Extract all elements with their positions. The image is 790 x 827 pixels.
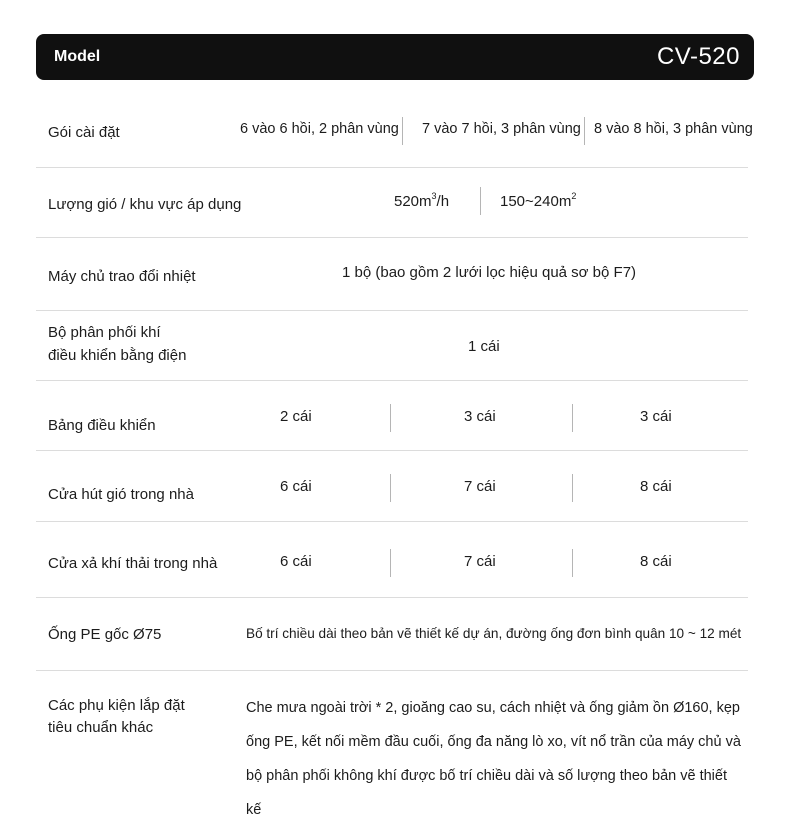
airflow-exponent: 3 bbox=[431, 191, 437, 201]
panel-value-1: 2 cái bbox=[280, 408, 312, 425]
airflow-value bbox=[394, 193, 449, 210]
spec-row-intake bbox=[36, 450, 748, 522]
row-label: Bảng điều khiển bbox=[48, 417, 156, 434]
panel-value-3: 3 cái bbox=[640, 408, 672, 425]
column-divider bbox=[572, 474, 573, 502]
column-divider bbox=[480, 187, 481, 215]
model-label: Model bbox=[54, 48, 101, 65]
spec-row-pipe bbox=[36, 597, 748, 671]
intake-value-3: 8 cái bbox=[640, 478, 672, 495]
row-label: Cửa hút gió trong nhà bbox=[48, 486, 194, 503]
row-label-line-1: Bộ phân phối khí bbox=[48, 324, 161, 341]
area-exponent: 2 bbox=[571, 191, 577, 201]
accessories-line: Che mưa ngoài trời * 2, gioăng cao su, cách nhiệt và ống giảm ồn Ø160, kẹp bbox=[246, 700, 740, 716]
package-value-3: 8 vào 8 hồi, 3 phân vùng bbox=[594, 121, 753, 137]
exhaust-value-1: 6 cái bbox=[280, 553, 312, 570]
row-label-line-1: Các phụ kiện lắp đặt bbox=[48, 697, 185, 714]
airflow-number: 520m bbox=[394, 193, 432, 210]
host-value: 1 bộ (bao gồm 2 lưới lọc hiệu quả sơ bộ F7) bbox=[342, 264, 637, 281]
intake-value-1: 6 cái bbox=[280, 478, 312, 495]
package-value-2: 7 vào 7 hồi, 3 phân vùng bbox=[422, 121, 581, 137]
spec-header bbox=[36, 34, 754, 80]
column-divider bbox=[572, 549, 573, 577]
exhaust-value-2: 7 cái bbox=[464, 553, 496, 570]
column-divider bbox=[402, 117, 403, 145]
accessories-line: ống PE, kết nối mềm đầu cuối, ống đa năng lò xo, vít nổ trần của máy chủ và bbox=[246, 734, 741, 750]
row-label: Lượng gió / khu vực áp dụng bbox=[48, 196, 242, 213]
column-divider bbox=[572, 404, 573, 432]
column-divider bbox=[390, 474, 391, 502]
spec-row-distributor bbox=[36, 310, 748, 381]
area-number: 150~240m bbox=[500, 193, 572, 210]
row-label: Ống PE gốc Ø75 bbox=[48, 626, 162, 643]
row-label: Máy chủ trao đổi nhiệt bbox=[48, 268, 196, 285]
pipe-value: Bố trí chiều dài theo bản vẽ thiết kế dự án, đường ống đơn bình quân 10 ~ 12 mét bbox=[246, 626, 742, 641]
exhaust-value-3: 8 cái bbox=[640, 553, 672, 570]
spec-row-exhaust bbox=[36, 521, 748, 598]
row-label-line-2: điều khiển bằng điện bbox=[48, 347, 187, 364]
spec-row-accessories bbox=[36, 670, 748, 820]
airflow-unit: /h bbox=[436, 193, 450, 210]
panel-value-2: 3 cái bbox=[464, 408, 496, 425]
accessories-line: bộ phân phối không khí được bố trí chiều dài và số lượng theo bản vẽ thiết kế bbox=[246, 768, 727, 818]
spec-row-host bbox=[36, 237, 748, 311]
column-divider bbox=[390, 404, 391, 432]
row-label: Cửa xả khí thải trong nhà bbox=[48, 555, 218, 572]
row-label-line-2: tiêu chuẩn khác bbox=[48, 719, 154, 736]
column-divider bbox=[390, 549, 391, 577]
distributor-value: 1 cái bbox=[468, 338, 500, 355]
accessories-description bbox=[246, 691, 746, 827]
package-value-1: 6 vào 6 hồi, 2 phân vùng bbox=[240, 121, 399, 137]
column-divider bbox=[584, 117, 585, 145]
intake-value-2: 7 cái bbox=[464, 478, 496, 495]
spec-row-package bbox=[36, 97, 753, 168]
area-value bbox=[500, 193, 576, 210]
spec-row-airflow bbox=[36, 167, 748, 238]
row-label: Gói cài đặt bbox=[48, 124, 120, 141]
model-code: CV-520 bbox=[656, 43, 740, 70]
spec-row-panel bbox=[36, 380, 748, 451]
